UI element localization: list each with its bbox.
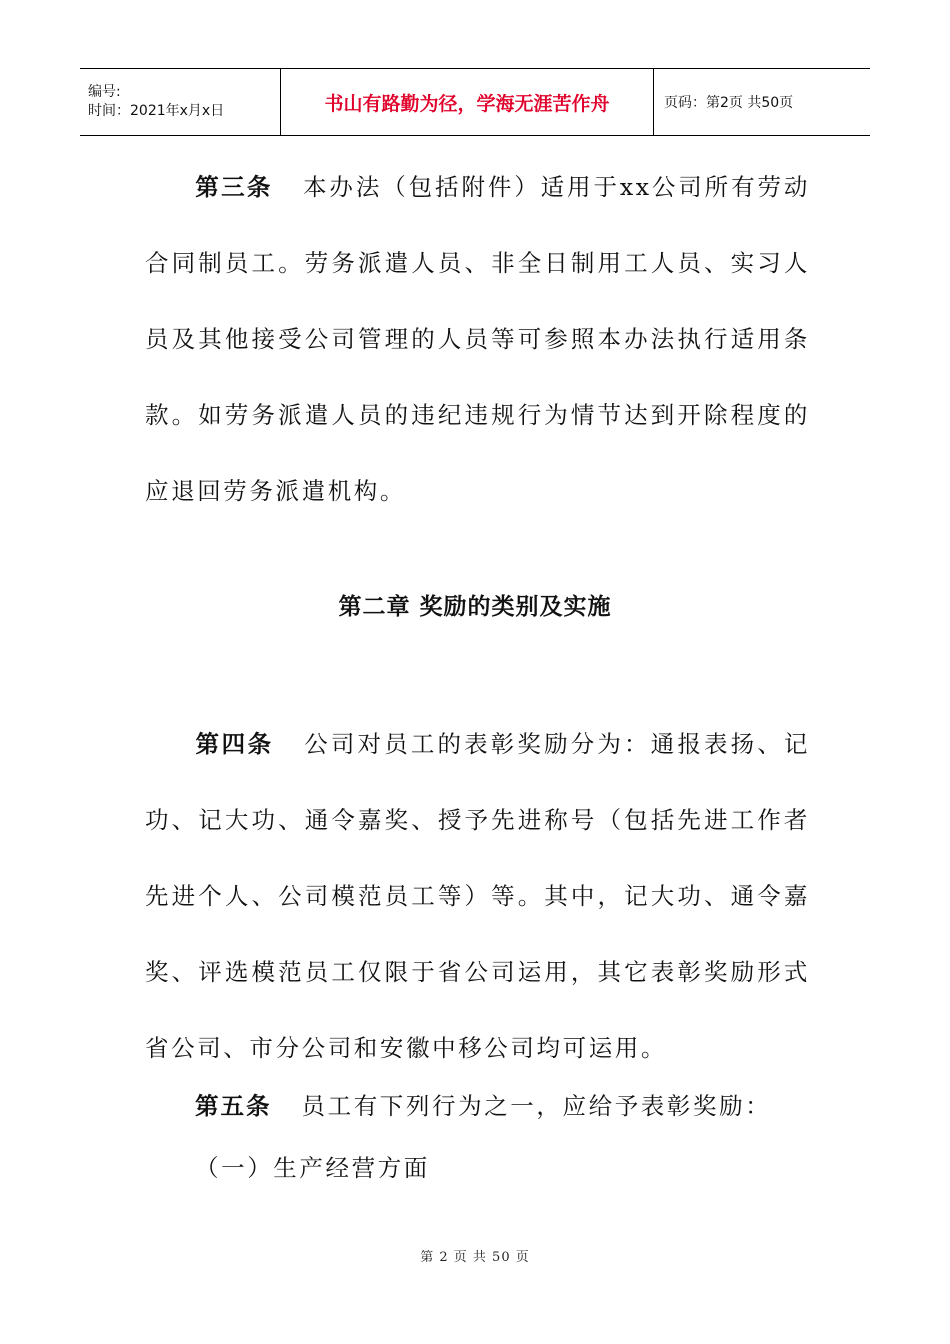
article-4 [145, 706, 810, 1086]
page-code-text: 页码：第2页 共50页 [664, 95, 794, 111]
article-4-body: 公司对员工的表彰奖励分为：通报表扬、记功、记大功、通令嘉奖、授予先进称号（包括先进工作者先进个人、公司模范员工等）等。其中，记大功、通令嘉奖、评选模范员工仅限于省公司运用，其它表彰奖励形式省公司、市分公司和安徽中移公司均可运用。 [145, 730, 811, 1062]
article-3 [145, 149, 810, 529]
article-3-lead: 第三条 [195, 173, 273, 201]
motto-text: 书山有路勤为径，学海无涯苦作舟 [324, 92, 610, 115]
document-number-label: 编号: [88, 84, 121, 100]
header-page-code [654, 69, 870, 135]
page-footer: 第 2 页 共 50 页 [420, 1250, 530, 1265]
chapter-title: 第二章 奖励的类别及实施 [338, 594, 612, 620]
header-meta [80, 69, 281, 135]
article-5-body: 员工有下列行为之一，应给予表彰奖励： [301, 1092, 772, 1120]
header-motto [281, 69, 654, 135]
article-3-body: 本办法（包括附件）适用于xx公司所有劳动合同制员工。劳务派遣人员、非全日制用工人员、实习人员及其他接受公司管理的人员等可参照本办法执行适用条款。如劳务派遣人员的违纪违规行为情节达到开除程度的应退回劳务派遣机构。 [145, 173, 810, 505]
section-1-text: （一）生产经营方面 [195, 1154, 430, 1182]
document-time: 时间：2021年x月x日 [88, 103, 225, 119]
section-1-title [145, 1130, 810, 1206]
article-5-lead: 第五条 [195, 1092, 272, 1120]
page-header [80, 68, 870, 136]
article-4-lead: 第四条 [195, 730, 274, 758]
